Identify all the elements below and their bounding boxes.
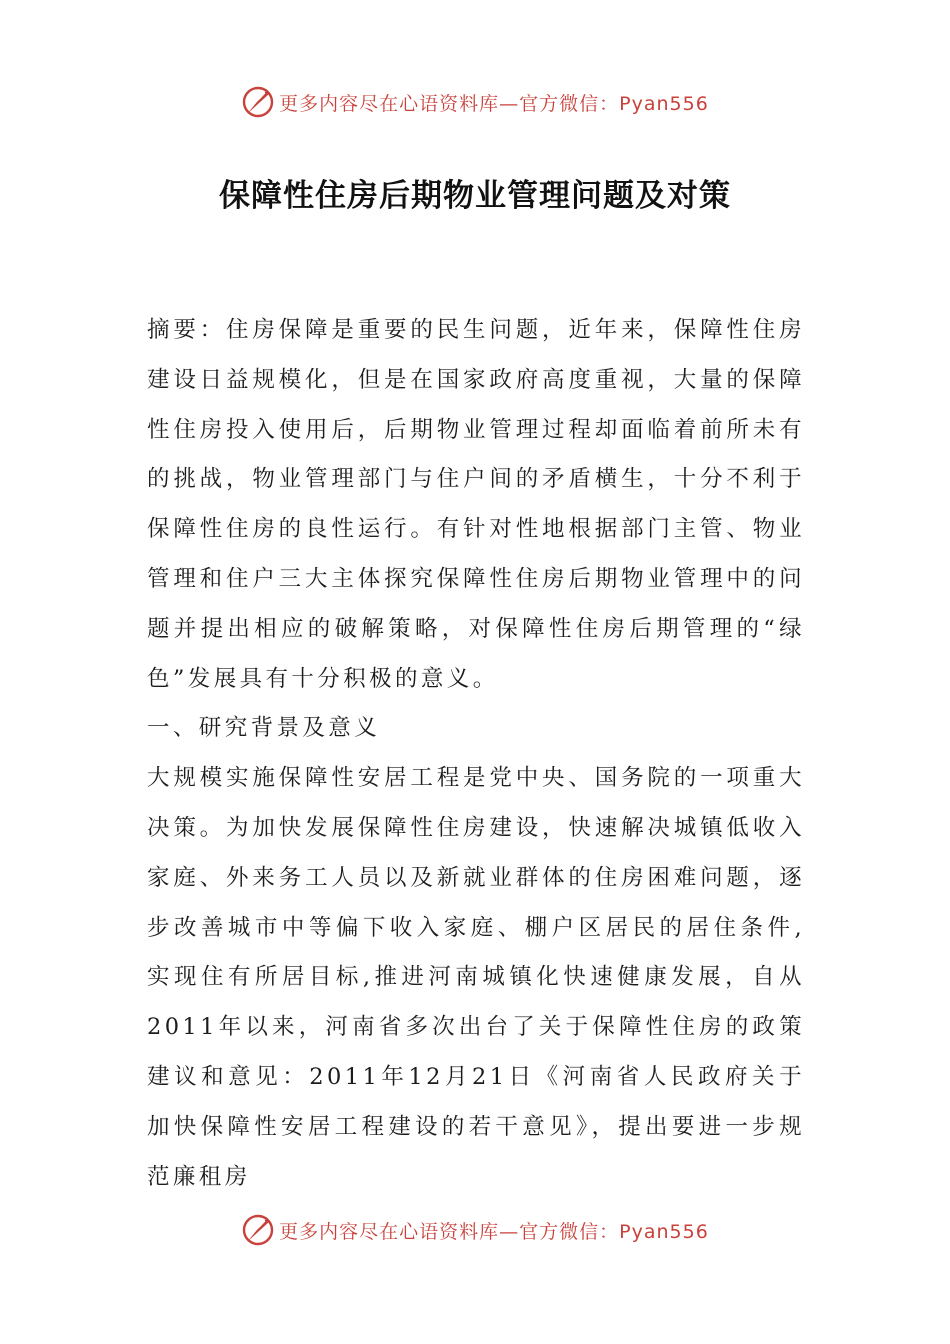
watermark-text (279, 89, 709, 116)
footer-watermark (0, 1210, 950, 1250)
document-body (147, 306, 805, 1202)
watermark-label: 更多内容尽在心语资料库—官方微信： (279, 1220, 620, 1243)
header-watermark (0, 82, 950, 122)
document-title: 保障性住房后期物业管理问题及对策 (219, 178, 731, 214)
abstract-paragraph: 摘要：住房保障是重要的民生问题，近年来，保障性住房建设日益规模化，但是在国家政府高度重视，大量的保障性住房投入使用后，后期物业管理过程却面临着前所未有的挑战，物业管理部门与住户间的矛盾横生，十分不利于保障性住房的良性运行。有针对性地根据部门主管、物业管理和住户三大主体探究保障性住房后期物业管理中的问题并提出相应的破解策略，对保障性住房后期管理的“绿色”发展具有十分积极的意义。 (147, 317, 805, 692)
watermark-handle: Pyan556 (619, 92, 709, 115)
quill-pen-circle-icon (241, 85, 275, 119)
section-heading: 一、研究背景及意义 (147, 715, 381, 742)
section-paragraph: 大规模实施保障性安居工程是党中央、国务院的一项重大决策。为加快发展保障性住房建设，快速解决城镇低收入家庭、外来务工人员以及新就业群体的住房困难问题，逐步改善城市中等偏下收入家庭、棚户区居民的居住条件,实现住有所居目标,推进河南城镇化快速健康发展，自从2011年以来，河南省多次出台了关于保障性住房的政策建议和意见：2011年12月21日《河南省人民政府关于加快保障性安居工程建设的若干意见》，提出要进一步规范廉租房 (147, 765, 805, 1190)
watermark-text (279, 1217, 709, 1244)
watermark-label: 更多内容尽在心语资料库—官方微信： (279, 92, 620, 115)
quill-pen-circle-icon (241, 1213, 275, 1247)
watermark-handle: Pyan556 (619, 1220, 709, 1243)
